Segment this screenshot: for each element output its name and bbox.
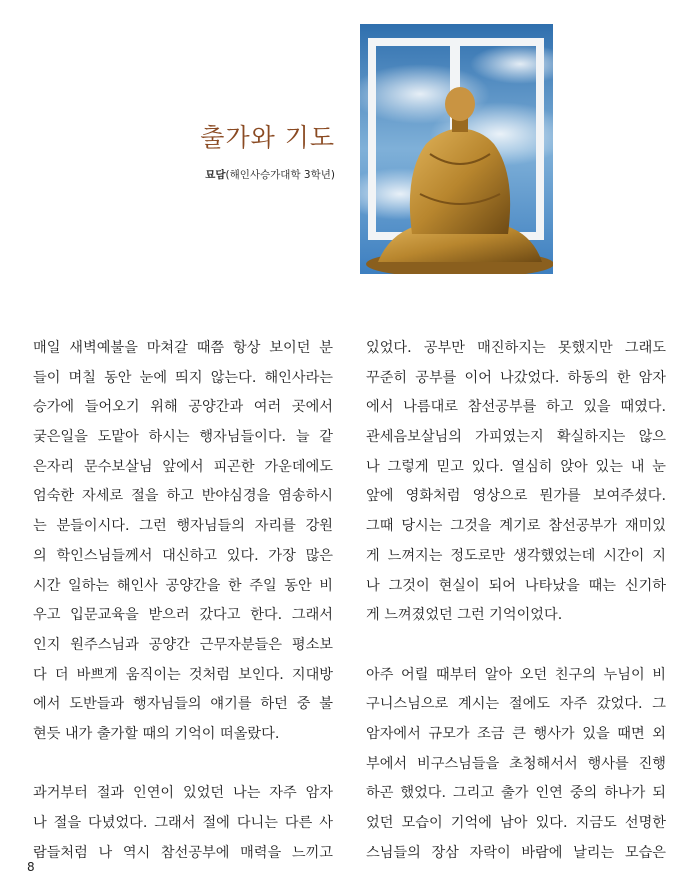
text-line: 다 더 바쁘게 움직이는 것처럼 보인다. 지대방 xyxy=(33,666,333,683)
text-line: 엄숙한 자세로 절을 하고 반야심경을 염송하시 xyxy=(33,488,333,505)
paragraph-gap xyxy=(366,631,666,661)
author-byline xyxy=(150,167,335,182)
paragraph xyxy=(33,334,333,750)
text-line: 우고 입문교육을 받으러 갔다고 한다. 그래서 xyxy=(33,607,333,624)
text-line: 궂은일을 도맡아 하시는 행자님들이다. 늘 같 xyxy=(33,429,333,446)
text-line: 승가에 들어오기 위해 공양간과 여러 곳에서 xyxy=(33,399,333,416)
text-line: 하곤 했었다. 그리고 출가 인연 중의 하나가 되 xyxy=(366,785,666,802)
text-line: 들이 며칠 동안 눈에 띄지 않는다. 해인사라는 xyxy=(33,369,333,386)
page-number: 8 xyxy=(27,860,35,874)
text-line: 나 절을 다녔었다. 그래서 절에 다니는 다른 사 xyxy=(33,815,333,831)
text-line: 의 학인스님들께서 대신하고 있다. 가장 많은 xyxy=(33,547,333,564)
meditating-monk-at-window-illustration xyxy=(360,24,553,274)
text-line: 스님들의 장삼 자락이 바람에 날리는 모습은 xyxy=(366,844,666,861)
text-line: 매일 새벽예불을 마쳐갈 때쯤 항상 보이던 분 xyxy=(33,340,333,356)
text-line: 부에서 비구스님들을 초청해서서 행사를 진행 xyxy=(366,755,666,772)
text-line: 앞에 영화처럼 영상으로 뭔가를 보여주셨다. xyxy=(366,488,666,505)
text-line: 나 그것이 현실이 되어 나타났을 때는 신기하 xyxy=(366,577,666,594)
article-title: 출가와 기도 xyxy=(200,123,335,152)
text-line: 에서 도반들과 행자님들의 얘기를 하던 중 불 xyxy=(33,696,333,713)
text-line: 시간 일하는 해인사 공양간을 한 주일 동안 비 xyxy=(33,577,333,594)
right-column xyxy=(366,334,666,868)
text-line: 은자리 문수보살님 앞에서 피곤한 가운데에도 xyxy=(33,458,333,475)
text-line: 꾸준히 공부를 이어 나갔었다. 하동의 한 암자 xyxy=(366,369,666,386)
text-line: 는 분들이시다. 그런 행자님들의 자리를 강원 xyxy=(33,518,333,535)
text-line: 인지 원주스님과 공양간 근무자분들은 평소보 xyxy=(33,636,333,653)
paragraph xyxy=(33,779,333,868)
text-line: 그때 당시는 그것을 계기로 참선공부가 재미있 xyxy=(366,518,666,535)
text-line: 과거부터 절과 인연이 있었던 나는 자주 암자 xyxy=(33,785,333,802)
text-line: 나 그렇게 믿고 있다. 열심히 앉아 있는 내 눈 xyxy=(366,458,666,475)
left-column xyxy=(33,334,333,868)
text-line: 있었다. 공부만 매진하지는 못했지만 그래도 xyxy=(366,340,666,356)
text-line: 람들처럼 나 역시 참선공부에 매력을 느끼고 xyxy=(33,844,333,861)
author-name: 묘담 xyxy=(205,169,226,181)
text-line: 현듯 내가 출가할 때의 기억이 떠올랐다. xyxy=(33,725,280,742)
paragraph-gap xyxy=(33,750,333,780)
text-line: 에서 나름대로 참선공부를 하고 있을 때였다. xyxy=(366,399,666,416)
author-affiliation: (해인사승가대학 3학년) xyxy=(225,169,335,181)
text-line: 었던 모습이 기억에 남아 있다. 지금도 선명한 xyxy=(366,815,666,831)
text-line: 관세음보살님의 가피였는지 확실하지는 않으 xyxy=(366,429,666,446)
text-line: 구니스님으로 계시는 절에도 자주 갔었다. 그 xyxy=(366,696,666,713)
paragraph xyxy=(366,661,666,869)
text-line: 게 느껴지는 정도로만 생각했었는데 시간이 지 xyxy=(366,547,666,564)
paragraph xyxy=(366,334,666,631)
text-line: 아주 어릴 때부터 알아 오던 친구의 누님이 비 xyxy=(366,666,666,683)
text-line: 암자에서 규모가 조금 큰 행사가 있을 때면 외 xyxy=(366,725,666,742)
text-line: 게 느껴졌었던 그런 기억이었다. xyxy=(366,607,563,624)
